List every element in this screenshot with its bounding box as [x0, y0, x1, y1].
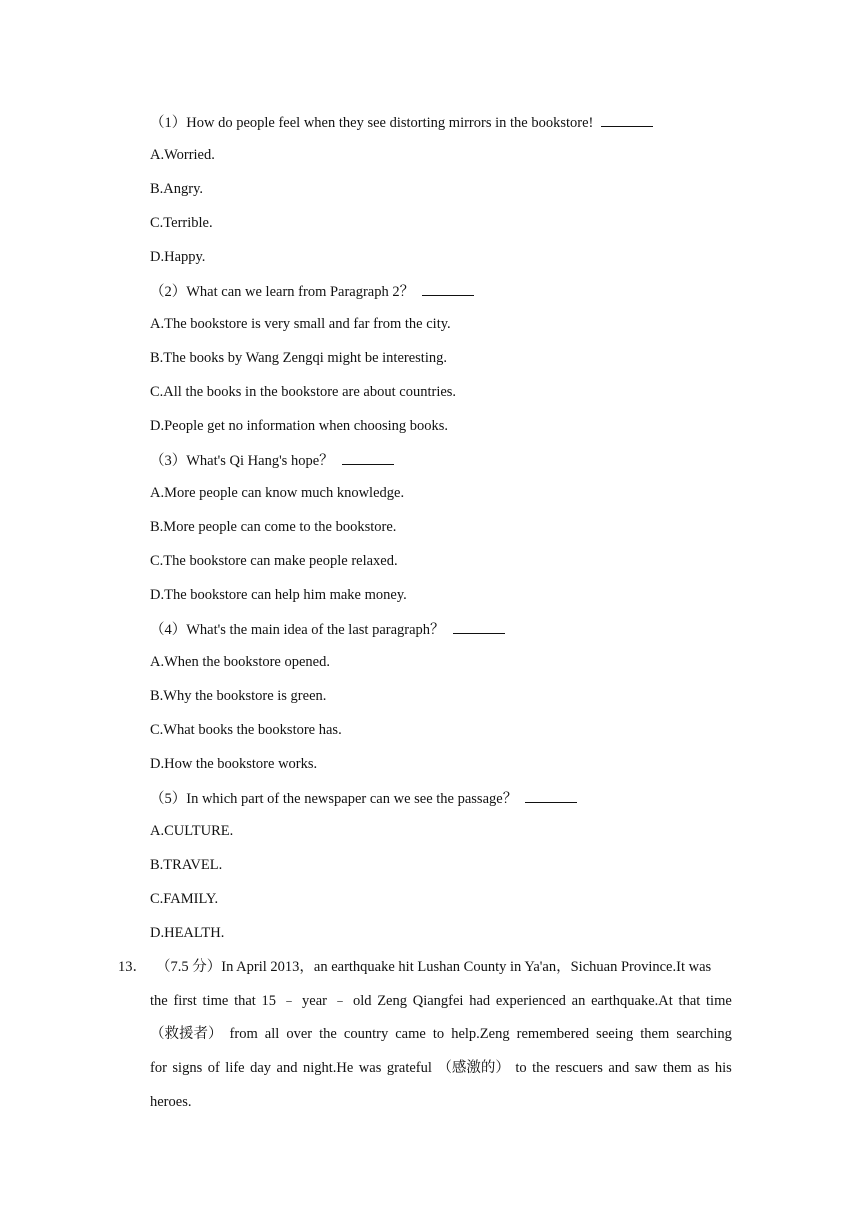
passage-word: experienced — [495, 993, 566, 1009]
passage-word: first — [173, 993, 197, 1009]
passage-word: help.Zeng — [451, 1026, 510, 1042]
passage-word: as — [697, 1060, 710, 1076]
question-3-text: （3）What's Qi Hang's hope？ — [150, 453, 334, 469]
question-4-stem — [150, 619, 505, 640]
option-1a: A.Worried. — [150, 147, 215, 163]
passage-word: rescuers — [555, 1060, 603, 1076]
passage-word: over — [286, 1026, 313, 1042]
passage-word: to — [432, 1026, 445, 1042]
answer-blank-3[interactable] — [342, 450, 394, 465]
passage-word: year — [302, 993, 327, 1009]
option-4c: C.What books the bookstore has. — [150, 722, 342, 738]
passage-word: （感激的） — [437, 1060, 510, 1076]
option-2a: A.The bookstore is very small and far from the city. — [150, 316, 451, 332]
passage-word: and — [276, 1060, 298, 1076]
question-2-text: （2）What can we learn from Paragraph 2？ — [150, 284, 415, 300]
answer-blank-4[interactable] — [453, 619, 505, 634]
passage-word: signs — [172, 1060, 203, 1076]
passage-word: an — [571, 993, 586, 1009]
option-4a: A.When the bookstore opened. — [150, 654, 330, 670]
passage-word: seeing — [596, 1026, 634, 1042]
passage-word: old — [352, 993, 372, 1009]
option-1c: C.Terrible. — [150, 215, 213, 231]
passage-word: grateful — [386, 1060, 432, 1076]
option-3d: D.The bookstore can help him make money. — [150, 587, 407, 603]
passage-word: that — [678, 993, 701, 1009]
option-3a: A.More people can know much knowledge. — [150, 485, 405, 501]
question-5-stem — [150, 788, 577, 809]
answer-blank-1[interactable] — [601, 112, 653, 127]
option-4b: B.Why the bookstore is green. — [150, 688, 327, 704]
passage-word: was — [358, 1060, 382, 1076]
answer-blank-2[interactable] — [422, 281, 474, 296]
passage-word: the — [319, 1026, 337, 1042]
question-13-number: 13． — [118, 959, 147, 975]
passage-word: day — [250, 1060, 272, 1076]
option-2c: C.All the books in the bookstore are about countries. — [150, 384, 457, 400]
option-5b: B.TRAVEL. — [150, 857, 223, 873]
option-2b: B.The books by Wang Zengqi might be interesting. — [150, 350, 447, 366]
passage-word: Qiangfei — [412, 993, 464, 1009]
passage-word: saw — [634, 1060, 658, 1076]
passage-word: 15 — [261, 993, 277, 1009]
passage-word: searching — [676, 1026, 732, 1042]
passage-word: all — [264, 1026, 280, 1042]
passage-word: came — [395, 1026, 426, 1042]
passage-word: life — [225, 1060, 245, 1076]
option-1d: D.Happy. — [150, 249, 206, 265]
passage-word: that — [234, 993, 256, 1009]
passage-word: country — [343, 1026, 389, 1042]
passage-word: time — [706, 993, 732, 1009]
question-3-stem — [150, 450, 394, 471]
option-4d: D.How the bookstore works. — [150, 756, 318, 772]
question-1-text: （1）How do people feel when they see distorting mirrors in the bookstore! — [150, 115, 594, 131]
passage-13-line-2 — [150, 991, 732, 1011]
option-5c: C.FAMILY. — [150, 891, 219, 907]
passage-word: them — [640, 1026, 670, 1042]
passage-word: time — [202, 993, 229, 1009]
passage-13-line-3 — [150, 1024, 732, 1044]
passage-word: and — [608, 1060, 630, 1076]
question-5-text: （5）In which part of the newspaper can we see the passage？ — [150, 791, 518, 807]
passage-word: them — [662, 1060, 692, 1076]
passage-word: his — [714, 1060, 732, 1076]
question-2-stem — [150, 281, 474, 302]
option-1b: B.Angry. — [150, 181, 204, 197]
option-5d: D.HEALTH. — [150, 925, 225, 941]
option-5a: A.CULTURE. — [150, 823, 234, 839]
passage-word: the — [532, 1060, 550, 1076]
answer-blank-5[interactable] — [525, 788, 577, 803]
passage-word: ﹣ — [332, 993, 348, 1009]
passage-word: Zeng — [377, 993, 407, 1009]
option-3b: B.More people can come to the bookstore. — [150, 519, 397, 535]
passage-word: remembered — [516, 1026, 590, 1042]
passage-word: to — [515, 1060, 527, 1076]
passage-word: ﹣ — [281, 993, 297, 1009]
passage-word: from — [229, 1026, 258, 1042]
passage-13-line-1: （7.5 分）In April 2013，an earthquake hit Lushan County in Ya'an，Sichuan Province.It was — [156, 959, 712, 975]
question-1-stem — [150, 112, 653, 133]
passage-word: earthquake.At — [591, 993, 673, 1009]
passage-word: of — [207, 1060, 220, 1076]
passage-word: night.He — [302, 1060, 354, 1076]
option-3c: C.The bookstore can make people relaxed. — [150, 553, 398, 569]
option-2d: D.People get no information when choosing books. — [150, 418, 449, 434]
question-4-text: （4）What's the main idea of the last paragraph？ — [150, 622, 445, 638]
passage-word: had — [469, 993, 491, 1009]
passage-word: （救援者） — [150, 1026, 223, 1042]
passage-13-line-4 — [150, 1058, 732, 1078]
passage-word: for — [150, 1060, 167, 1076]
passage-word: the — [150, 993, 168, 1009]
passage-13-line-5: heroes. — [150, 1094, 192, 1110]
